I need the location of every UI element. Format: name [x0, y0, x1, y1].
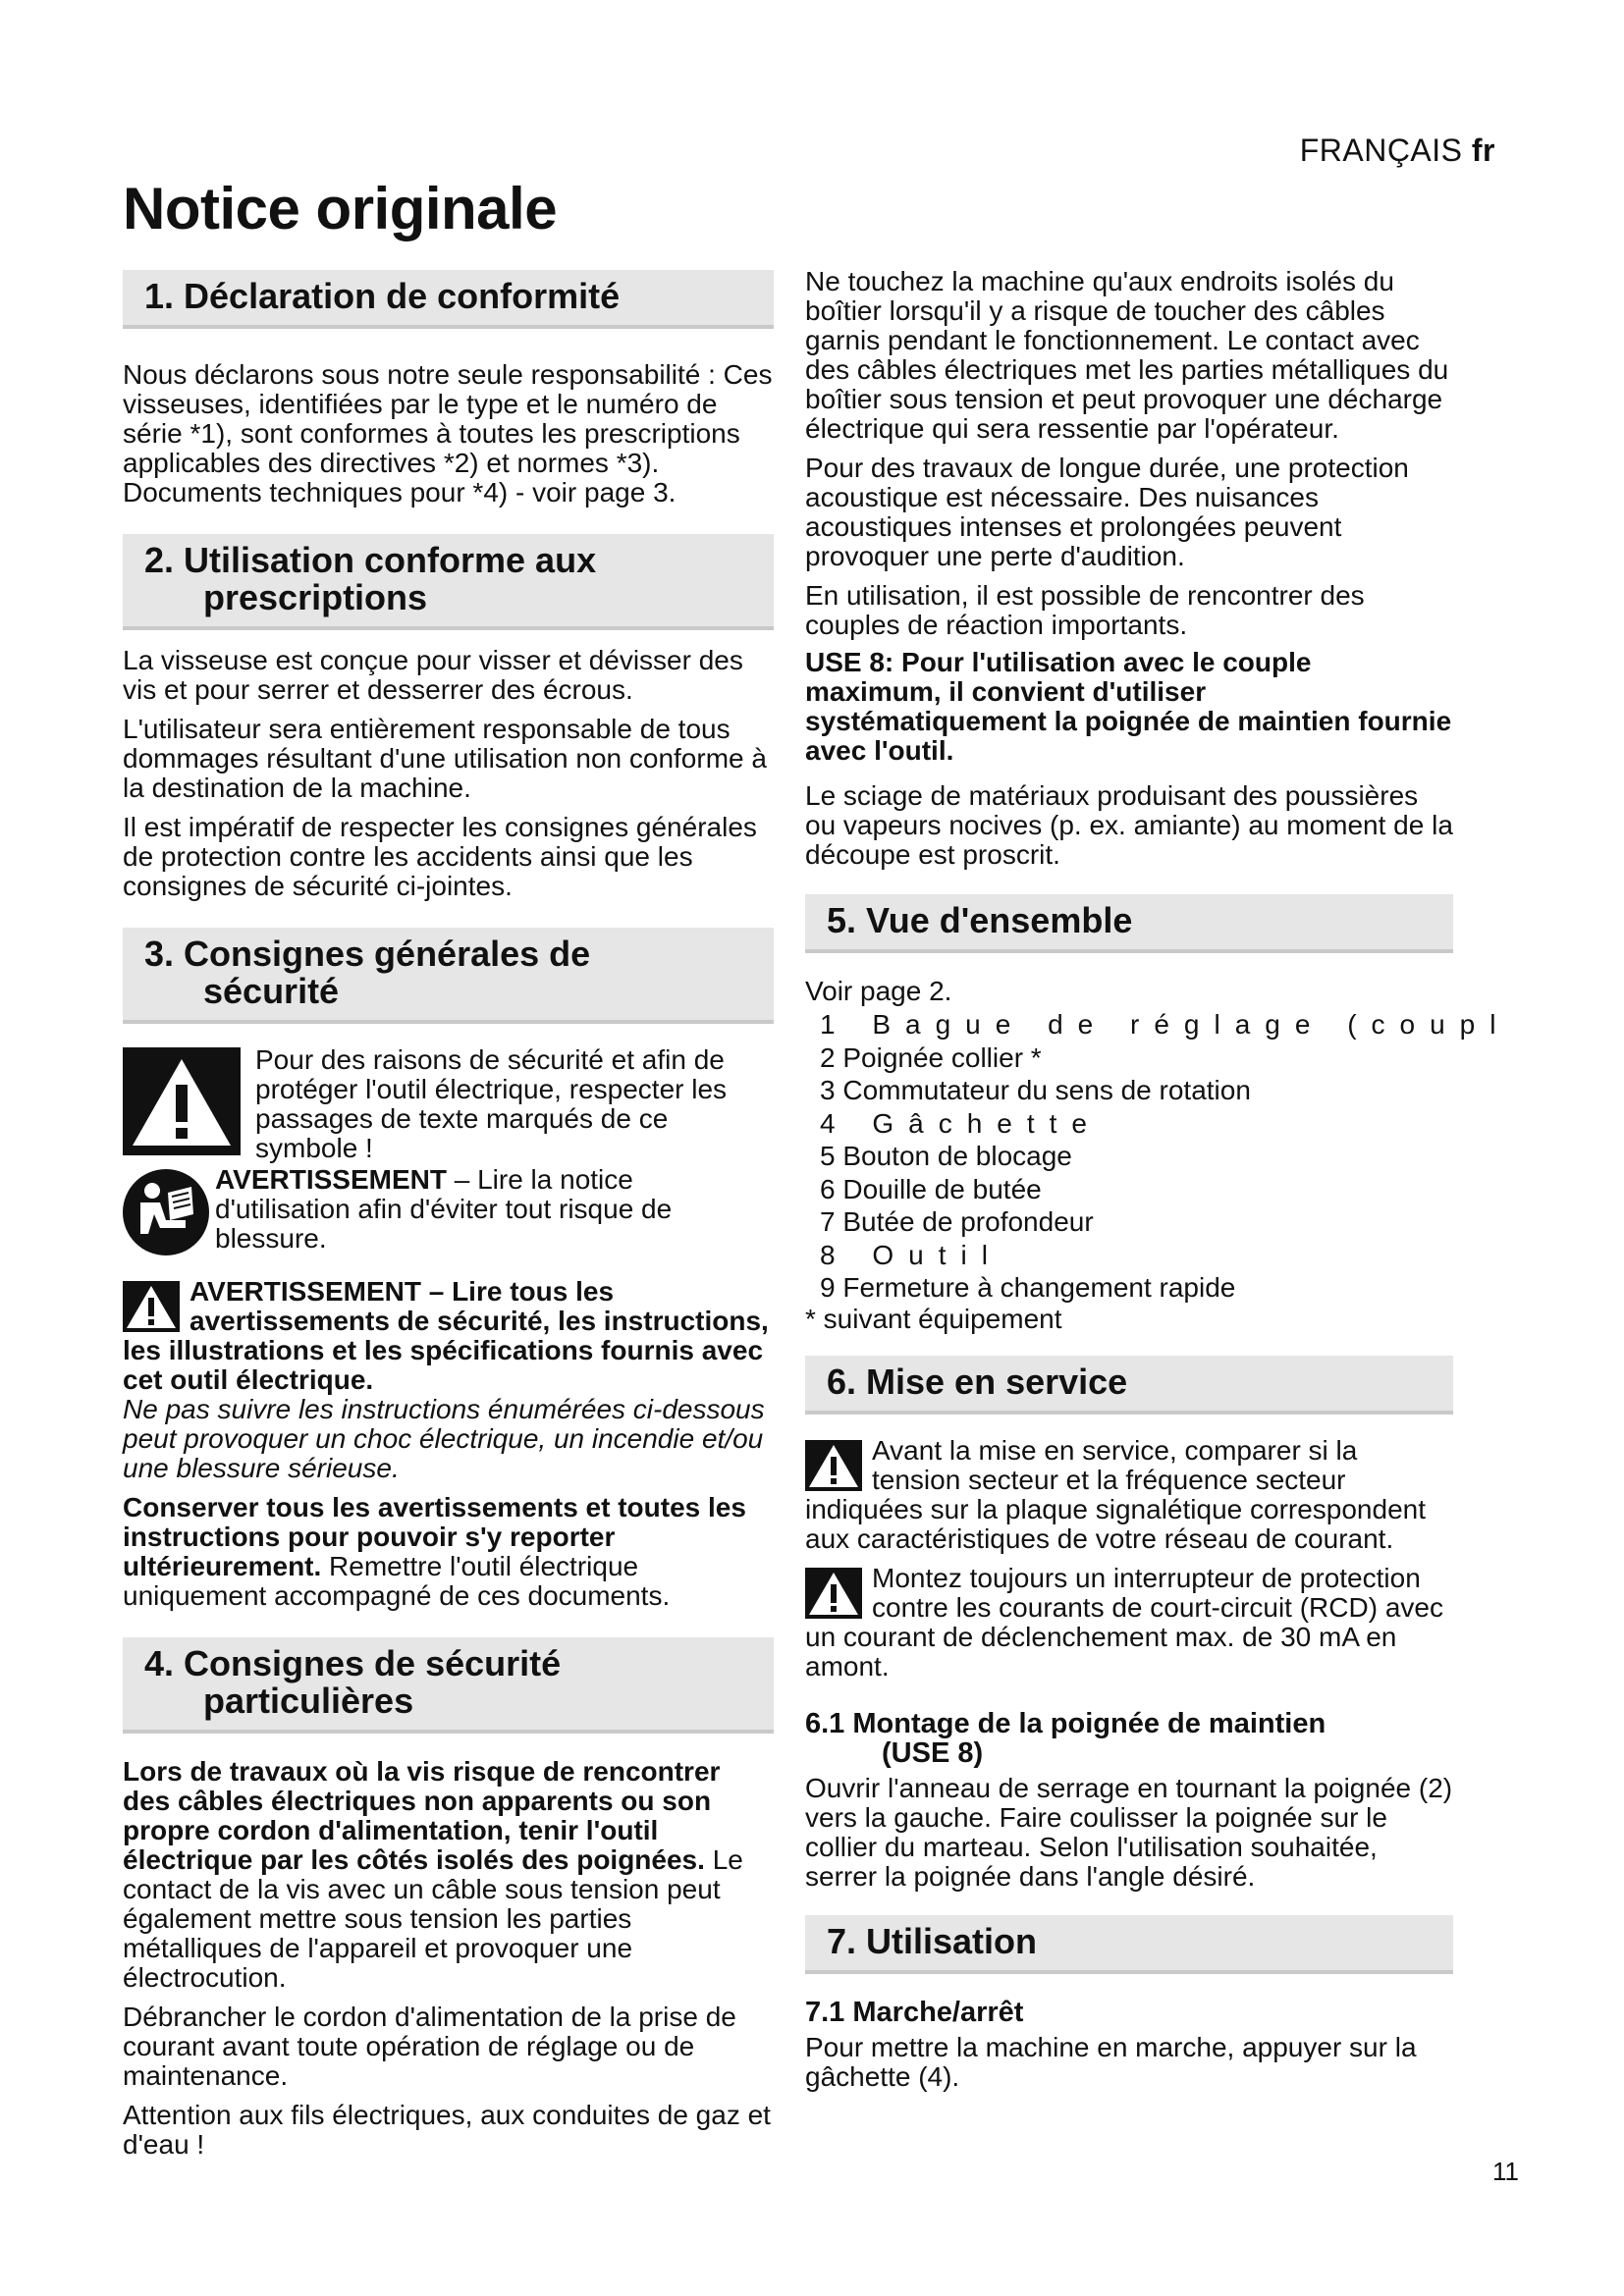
- read-manual-icon: [123, 1169, 209, 1255]
- list-item: 8 Outil: [820, 1239, 1002, 1270]
- section-4-text-1: Lors de travaux où la vis risque de rencontrer des câbles électriques non apparents ou son propre cordon d'alimentation, tenir l'outil électrique par les côtés isolés des poignées. Le contact de la vis avec un câble sous tension peut également mettre sous tension les parties métalliques de l'appareil et provoquer une électrocution.: [123, 1756, 743, 1993]
- section-4-text-6: En utilisation, il est possible de rencontrer des couples de réaction importants.: [805, 580, 1365, 640]
- overview-list: [805, 1008, 1511, 1305]
- list-item: 9 Fermeture à changement rapide: [820, 1272, 1236, 1303]
- warning-triangle-icon: [123, 1047, 241, 1155]
- section-2-text-2: L'utilisateur sera entièrement responsable de tous dommages résultant d'une utilisation non conforme à la destination de la machine.: [123, 714, 767, 803]
- warning-triangle-icon: [805, 1440, 862, 1491]
- rcd-text: Montez toujours un interrupteur de protection contre les courants de court-circuit (RCD) avec un courant de déclenchement max. de 30 mA en amont.: [805, 1562, 1443, 1682]
- voltage-check-text: Avant la mise en service, comparer si la tension secteur et la fréquence secteur indiquées sur la plaque signalétique correspondent aux caractéristiques de votre réseau de courant.: [805, 1434, 1426, 1554]
- subsection-heading-6-1: 6.1 Montage de la poignée de maintien (USE 8): [805, 1707, 1326, 1769]
- section-5-intro: Voir page 2.: [805, 976, 952, 1006]
- keep-instructions-text: Conserver tous les avertissements et toutes les instructions pour pouvoir s'y reporter ultérieurement. Remettre l'outil électrique uniquement accompagné de ces documents.: [123, 1492, 746, 1611]
- subsection-6-1-text: Ouvrir l'anneau de serrage en tournant la poignée (2) vers la gauche. Faire coulisser la poignée sur le collier du marteau. Selon l'utilisation souhaitée, serrer la poignée dans l'angle désiré.: [805, 1772, 1453, 1892]
- section-4-text-5: Pour des travaux de longue durée, une protection acoustique est nécessaire. Des nuisances acoustiques intenses et prolongées peuvent provoquer une perte d'audition.: [805, 453, 1409, 571]
- warning-triangle-icon: [805, 1568, 862, 1619]
- list-item: 1 Bague de réglage (coupl: [820, 1009, 1511, 1040]
- page-number: 11: [1492, 2157, 1519, 2186]
- warning-triangle-icon: [123, 1281, 180, 1332]
- overview-footnote: * suivant équipement: [805, 1303, 1062, 1334]
- section-heading-2: 2. Utilisation conforme aux prescriptions: [123, 534, 774, 630]
- manual-warning-text: AVERTISSEMENT – Lire la notice d'utilisation afin d'éviter tout risque de blessure.: [215, 1165, 673, 1254]
- left-column: [123, 270, 774, 2160]
- section-2-text-3: Il est impératif de respecter les consignes générales de protection contre les accidents ainsi que les consignes de sécurité ci-jointes.: [123, 812, 757, 901]
- manual-warning-block: [123, 1165, 774, 1255]
- right-column: [805, 266, 1511, 2092]
- subsection-heading-7-1: 7.1 Marche/arrêt: [805, 1996, 1024, 2028]
- section-heading-5: 5. Vue d'ensemble: [805, 894, 1453, 953]
- section-heading-7: 7. Utilisation: [805, 1915, 1453, 1974]
- list-item: 5 Bouton de blocage: [820, 1141, 1072, 1171]
- symbol-note-text: Pour des raisons de sécurité et afin de protéger l'outil électrique, respecter les passages de texte marqués de ce symbole !: [255, 1045, 728, 1163]
- symbol-note-block: [123, 1045, 774, 1163]
- subsection-7-1-text: Pour mettre la machine en marche, appuyer sur la gâchette (4).: [805, 2031, 1417, 2092]
- section-4-text-8: Le sciage de matériaux produisant des poussières ou vapeurs nocives (p. ex. amiante) au moment de la découpe est proscrit.: [805, 780, 1453, 870]
- list-item: 4 Gâchette: [820, 1107, 1102, 1139]
- document-title: Notice originale: [123, 176, 558, 241]
- section-heading-4: 4. Consignes de sécurité particulières: [123, 1637, 774, 1734]
- list-item: 2 Poignée collier *: [820, 1041, 1042, 1073]
- section-4-text-2: Débrancher le cordon d'alimentation de la prise de courant avant toute opération de réglage ou de maintenance.: [123, 2002, 736, 2091]
- section-heading-1: 1. Déclaration de conformité: [123, 270, 774, 329]
- general-warning-block: [123, 1277, 774, 1395]
- section-heading-3: 3. Consignes générales de sécurité: [123, 928, 774, 1024]
- section-4-text-4: Ne touchez la machine qu'aux endroits isolés du boîtier lorsqu'il y a risque de toucher des câbles garnis pendant le fonctionnement. Le contact avec des câbles électriques met les parties métalliques du boîtier sous tension et peut provoquer une décharge électrique qui sera ressentie par l'opérateur.: [805, 266, 1449, 444]
- section-4-text-7: USE 8: Pour l'utilisation avec le couple maximum, il convient d'utiliser systématiquement la poignée de maintien fournie avec l'outil.: [805, 647, 1452, 766]
- general-warning-text: AVERTISSEMENT – Lire tous les avertissements de sécurité, les instructions, les illustrations et les spécifications fournis avec cet outil électrique.: [123, 1276, 769, 1395]
- voltage-check-block: [805, 1436, 1453, 1554]
- section-4-text-3: Attention aux fils électriques, aux conduites de gaz et d'eau !: [123, 2100, 771, 2160]
- list-item: 7 Butée de profondeur: [820, 1206, 1094, 1237]
- list-item: 6 Douille de butée: [820, 1173, 1042, 1204]
- rcd-block: [805, 1564, 1453, 1682]
- section-heading-6: 6. Mise en service: [805, 1356, 1453, 1415]
- general-warning-consequence: Ne pas suivre les instructions énumérées ci-dessous peut provoquer un choc électrique, un incendie et/ou une blessure sérieuse.: [123, 1394, 765, 1483]
- section-1-text: Nous déclarons sous notre seule responsabilité : Ces visseuses, identifiées par le type et le numéro de série *1), sont conformes à toutes les prescriptions applicables des directives *2) et normes *3). Documents techniques pour *4) - voir page 3.: [123, 359, 773, 507]
- page-language: FRANÇAIS fr: [1299, 133, 1495, 168]
- section-2-text-1: La visseuse est conçue pour visser et dévisser des vis et pour serrer et desserrer des écrous.: [123, 645, 743, 705]
- list-item: 3 Commutateur du sens de rotation: [820, 1075, 1251, 1105]
